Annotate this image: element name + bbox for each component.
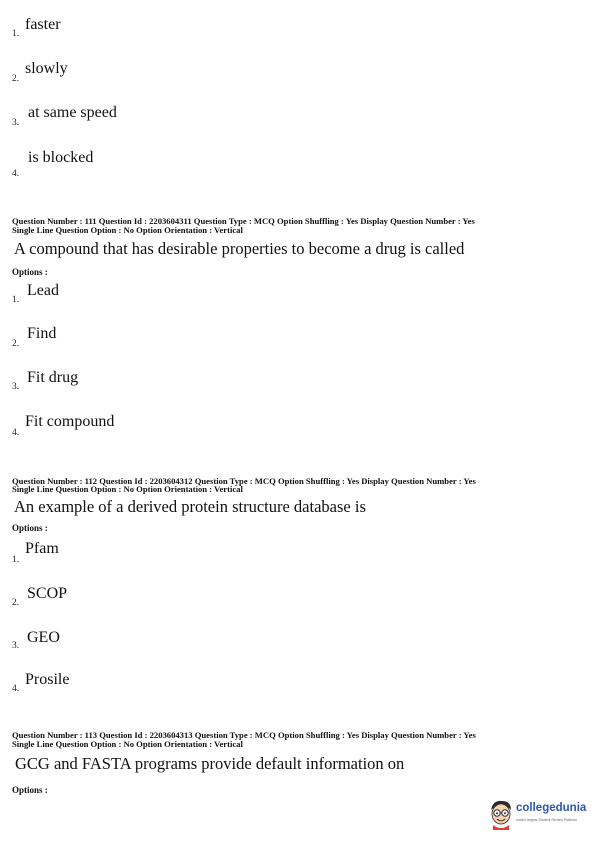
question-meta-line1: Question Number : 112 Question Id : 2203604312 Question Type : MCQ Option Shuffling : Yes Display Question Number : Yes <box>12 476 476 486</box>
option-text: Pfam <box>25 540 59 557</box>
logo-tagline: India's largest Student Review Platform <box>516 818 577 822</box>
option-text: at same speed <box>28 104 117 121</box>
option-text: Fit drug <box>27 369 79 386</box>
option-number: 4. <box>12 684 20 694</box>
option-number: 4. <box>12 428 20 438</box>
option-number: 3. <box>12 641 20 651</box>
option-number: 2. <box>12 598 20 608</box>
question-meta-line1: Question Number : 111 Question Id : 2203604311 Question Type : MCQ Option Shuffling : Yes Display Question Number : Yes <box>12 216 475 226</box>
options-label: Options : <box>12 267 48 277</box>
question-meta-line1: Question Number : 113 Question Id : 2203604313 Question Type : MCQ Option Shuffling : Yes Display Question Number : Yes <box>12 730 476 740</box>
option-text: Fit compound <box>25 413 115 430</box>
question-meta-line2: Single Line Question Option : No Option Orientation : Vertical <box>12 225 243 235</box>
options-label: Options : <box>12 785 48 795</box>
option-text: slowly <box>25 60 68 77</box>
mascot-icon <box>487 798 515 830</box>
option-text: Find <box>27 325 57 342</box>
question-text: GCG and FASTA programs provide default information on <box>15 754 405 773</box>
option-number: 1. <box>12 29 20 39</box>
question-text: A compound that has desirable properties to become a drug is called <box>14 239 465 258</box>
question-meta-line2: Single Line Question Option : No Option Orientation : Vertical <box>12 484 243 494</box>
option-text: faster <box>25 16 61 33</box>
logo-wordmark: collegedunia <box>516 802 587 814</box>
question-text: An example of a derived protein structure database is <box>14 497 366 516</box>
option-text: SCOP <box>27 585 68 602</box>
collegedunia-logo <box>487 796 587 834</box>
option-number: 3. <box>12 118 20 128</box>
option-text: is blocked <box>28 149 94 166</box>
option-text: Prosile <box>25 671 70 688</box>
option-number: 2. <box>12 74 20 84</box>
option-number: 1. <box>12 295 20 305</box>
option-number: 1. <box>12 555 20 565</box>
question-meta-line2: Single Line Question Option : No Option Orientation : Vertical <box>12 739 243 749</box>
option-number: 3. <box>12 382 20 392</box>
option-number: 2. <box>12 339 20 349</box>
option-text: Lead <box>27 282 59 299</box>
option-text: GEO <box>27 629 60 646</box>
options-label: Options : <box>12 523 48 533</box>
option-number: 4. <box>12 169 20 179</box>
